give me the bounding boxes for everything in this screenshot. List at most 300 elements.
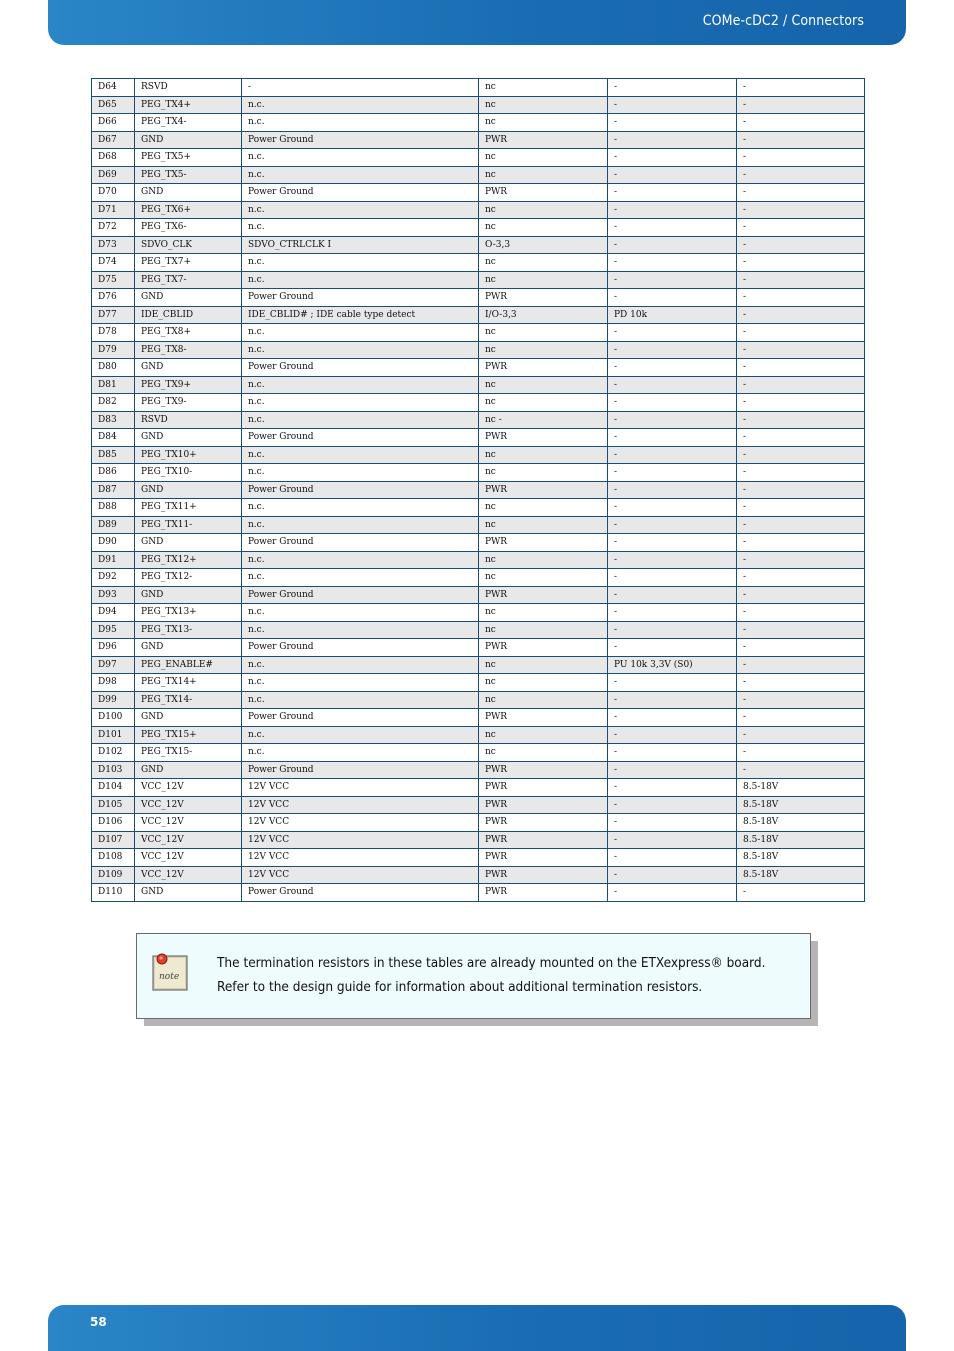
termination-cell: -	[608, 114, 737, 132]
signal-cell: VCC_12V	[135, 866, 242, 884]
type-cell: nc	[479, 516, 608, 534]
pin-table-body	[92, 79, 865, 902]
type-cell: PWR	[479, 586, 608, 604]
comment-cell: -	[737, 219, 865, 237]
type-cell: PWR	[479, 779, 608, 797]
termination-cell: PD 10k	[608, 306, 737, 324]
termination-cell: -	[608, 884, 737, 902]
comment-cell: 8.5-18V	[737, 866, 865, 884]
signal-cell: PEG_TX15+	[135, 726, 242, 744]
table-row	[92, 341, 865, 359]
description-cell: n.c.	[242, 201, 479, 219]
page-number: 58	[90, 1315, 107, 1329]
comment-cell: -	[737, 201, 865, 219]
description-cell: n.c.	[242, 149, 479, 167]
pin-cell: D73	[92, 236, 135, 254]
table-row	[92, 796, 865, 814]
type-cell: nc	[479, 201, 608, 219]
termination-cell: -	[608, 376, 737, 394]
description-cell: n.c.	[242, 324, 479, 342]
signal-cell: PEG_TX5-	[135, 166, 242, 184]
termination-cell: -	[608, 341, 737, 359]
table-row	[92, 656, 865, 674]
pin-cell: D97	[92, 656, 135, 674]
pin-cell: D85	[92, 446, 135, 464]
type-cell: nc	[479, 376, 608, 394]
comment-cell: -	[737, 394, 865, 412]
termination-cell: -	[608, 639, 737, 657]
table-row	[92, 429, 865, 447]
signal-cell: PEG_TX14-	[135, 691, 242, 709]
comment-cell: -	[737, 604, 865, 622]
signal-cell: GND	[135, 534, 242, 552]
table-row	[92, 411, 865, 429]
type-cell: PWR	[479, 831, 608, 849]
description-cell: -	[242, 79, 479, 97]
type-cell: nc	[479, 674, 608, 692]
type-cell: PWR	[479, 429, 608, 447]
table-row	[92, 324, 865, 342]
description-cell: 12V VCC	[242, 866, 479, 884]
signal-cell: VCC_12V	[135, 796, 242, 814]
type-cell: nc	[479, 569, 608, 587]
pin-cell: D91	[92, 551, 135, 569]
pin-cell: D88	[92, 499, 135, 517]
table-row	[92, 184, 865, 202]
signal-cell: GND	[135, 884, 242, 902]
pin-cell: D109	[92, 866, 135, 884]
pin-cell: D68	[92, 149, 135, 167]
comment-cell: -	[737, 376, 865, 394]
table-row	[92, 219, 865, 237]
comment-cell: -	[737, 306, 865, 324]
comment-cell: 8.5-18V	[737, 849, 865, 867]
comment-cell: -	[737, 709, 865, 727]
type-cell: nc	[479, 96, 608, 114]
termination-cell: -	[608, 534, 737, 552]
description-cell: n.c.	[242, 656, 479, 674]
note-icon	[151, 952, 189, 994]
type-cell: PWR	[479, 481, 608, 499]
pin-cell: D80	[92, 359, 135, 377]
type-cell: nc	[479, 114, 608, 132]
termination-cell: -	[608, 254, 737, 272]
pin-cell: D98	[92, 674, 135, 692]
comment-cell: -	[737, 359, 865, 377]
description-cell: 12V VCC	[242, 814, 479, 832]
type-cell: nc	[479, 604, 608, 622]
table-row	[92, 884, 865, 902]
type-cell: O-3,3	[479, 236, 608, 254]
table-row	[92, 79, 865, 97]
table-row	[92, 236, 865, 254]
termination-cell: -	[608, 499, 737, 517]
termination-cell: -	[608, 586, 737, 604]
type-cell: I/O-3,3	[479, 306, 608, 324]
table-row	[92, 534, 865, 552]
description-cell: 12V VCC	[242, 796, 479, 814]
signal-cell: PEG_TX4+	[135, 96, 242, 114]
table-row	[92, 254, 865, 272]
signal-cell: VCC_12V	[135, 779, 242, 797]
comment-cell: 8.5-18V	[737, 831, 865, 849]
termination-cell: -	[608, 394, 737, 412]
comment-cell: -	[737, 674, 865, 692]
comment-cell: 8.5-18V	[737, 814, 865, 832]
signal-cell: PEG_TX9+	[135, 376, 242, 394]
pin-cell: D84	[92, 429, 135, 447]
comment-cell: -	[737, 236, 865, 254]
pin-cell: D66	[92, 114, 135, 132]
pin-cell: D93	[92, 586, 135, 604]
termination-cell: -	[608, 674, 737, 692]
type-cell: nc	[479, 656, 608, 674]
type-cell: nc -	[479, 411, 608, 429]
pin-cell: D76	[92, 289, 135, 307]
comment-cell: -	[737, 586, 865, 604]
type-cell: PWR	[479, 866, 608, 884]
type-cell: PWR	[479, 849, 608, 867]
pin-cell: D104	[92, 779, 135, 797]
description-cell: n.c.	[242, 674, 479, 692]
termination-cell: -	[608, 621, 737, 639]
type-cell: PWR	[479, 534, 608, 552]
comment-cell: -	[737, 884, 865, 902]
signal-cell: GND	[135, 359, 242, 377]
pin-cell: D69	[92, 166, 135, 184]
pin-cell: D110	[92, 884, 135, 902]
type-cell: nc	[479, 551, 608, 569]
comment-cell: -	[737, 446, 865, 464]
comment-cell: -	[737, 481, 865, 499]
type-cell: nc	[479, 79, 608, 97]
signal-cell: PEG_TX13+	[135, 604, 242, 622]
description-cell: n.c.	[242, 341, 479, 359]
table-row	[92, 131, 865, 149]
description-cell: SDVO_CTRLCLK I	[242, 236, 479, 254]
type-cell: nc	[479, 219, 608, 237]
header-bar	[48, 0, 906, 45]
comment-cell: -	[737, 131, 865, 149]
pin-cell: D87	[92, 481, 135, 499]
pin-cell: D75	[92, 271, 135, 289]
comment-cell: -	[737, 166, 865, 184]
description-cell: Power Ground	[242, 709, 479, 727]
pin-cell: D90	[92, 534, 135, 552]
type-cell: PWR	[479, 131, 608, 149]
type-cell: nc	[479, 726, 608, 744]
table-row	[92, 709, 865, 727]
signal-cell: PEG_TX7+	[135, 254, 242, 272]
signal-cell: VCC_12V	[135, 831, 242, 849]
termination-cell: -	[608, 814, 737, 832]
termination-cell: -	[608, 411, 737, 429]
description-cell: Power Ground	[242, 639, 479, 657]
pin-cell: D65	[92, 96, 135, 114]
termination-cell: -	[608, 219, 737, 237]
description-cell: Power Ground	[242, 429, 479, 447]
signal-cell: PEG_TX7-	[135, 271, 242, 289]
comment-cell: -	[737, 621, 865, 639]
type-cell: PWR	[479, 359, 608, 377]
description-cell: n.c.	[242, 744, 479, 762]
comment-cell: -	[737, 411, 865, 429]
description-cell: n.c.	[242, 604, 479, 622]
pin-cell: D83	[92, 411, 135, 429]
description-cell: n.c.	[242, 621, 479, 639]
termination-cell: -	[608, 481, 737, 499]
pin-cell: D70	[92, 184, 135, 202]
termination-cell: -	[608, 796, 737, 814]
type-cell: nc	[479, 691, 608, 709]
pin-cell: D74	[92, 254, 135, 272]
type-cell: PWR	[479, 814, 608, 832]
pin-cell: D82	[92, 394, 135, 412]
type-cell: nc	[479, 446, 608, 464]
termination-cell: -	[608, 96, 737, 114]
table-row	[92, 604, 865, 622]
comment-cell: -	[737, 429, 865, 447]
table-row	[92, 271, 865, 289]
description-cell: n.c.	[242, 96, 479, 114]
signal-cell: PEG_TX5+	[135, 149, 242, 167]
table-row	[92, 849, 865, 867]
signal-cell: PEG_TX8-	[135, 341, 242, 359]
pin-cell: D105	[92, 796, 135, 814]
termination-cell: -	[608, 184, 737, 202]
comment-cell: -	[737, 499, 865, 517]
table-row	[92, 96, 865, 114]
description-cell: n.c.	[242, 271, 479, 289]
pin-cell: D72	[92, 219, 135, 237]
termination-cell: PU 10k 3,3V (S0)	[608, 656, 737, 674]
description-cell: Power Ground	[242, 359, 479, 377]
description-cell: n.c.	[242, 166, 479, 184]
termination-cell: -	[608, 709, 737, 727]
type-cell: nc	[479, 271, 608, 289]
table-row	[92, 814, 865, 832]
description-cell: Power Ground	[242, 761, 479, 779]
table-row	[92, 114, 865, 132]
termination-cell: -	[608, 691, 737, 709]
pin-cell: D94	[92, 604, 135, 622]
table-row	[92, 691, 865, 709]
table-row	[92, 289, 865, 307]
signal-cell: PEG_TX6-	[135, 219, 242, 237]
table-row	[92, 481, 865, 499]
table-row	[92, 744, 865, 762]
termination-cell: -	[608, 761, 737, 779]
signal-cell: GND	[135, 586, 242, 604]
comment-cell: -	[737, 271, 865, 289]
pin-cell: D89	[92, 516, 135, 534]
signal-cell: PEG_TX15-	[135, 744, 242, 762]
description-cell: n.c.	[242, 254, 479, 272]
comment-cell: -	[737, 79, 865, 97]
pin-cell: D78	[92, 324, 135, 342]
table-row	[92, 569, 865, 587]
table-row	[92, 674, 865, 692]
note-line-1: The termination resistors in these tables are already mounted on the ETXexpress® board.	[217, 955, 766, 971]
type-cell: nc	[479, 499, 608, 517]
comment-cell: 8.5-18V	[737, 796, 865, 814]
comment-cell: -	[737, 184, 865, 202]
signal-cell: VCC_12V	[135, 849, 242, 867]
comment-cell: -	[737, 254, 865, 272]
termination-cell: -	[608, 131, 737, 149]
table-row	[92, 166, 865, 184]
comment-cell: -	[737, 726, 865, 744]
signal-cell: PEG_TX11+	[135, 499, 242, 517]
description-cell: IDE_CBLID# ; IDE cable type detect	[242, 306, 479, 324]
signal-cell: IDE_CBLID	[135, 306, 242, 324]
signal-cell: PEG_TX13-	[135, 621, 242, 639]
termination-cell: -	[608, 79, 737, 97]
signal-cell: RSVD	[135, 79, 242, 97]
table-row	[92, 779, 865, 797]
pin-cell: D86	[92, 464, 135, 482]
type-cell: nc	[479, 621, 608, 639]
signal-cell: GND	[135, 709, 242, 727]
type-cell: nc	[479, 324, 608, 342]
type-cell: PWR	[479, 796, 608, 814]
termination-cell: -	[608, 849, 737, 867]
note-text	[217, 951, 802, 999]
description-cell: n.c.	[242, 394, 479, 412]
table-row	[92, 639, 865, 657]
svg-text:note: note	[159, 972, 180, 982]
description-cell: n.c.	[242, 219, 479, 237]
pin-cell: D95	[92, 621, 135, 639]
table-row	[92, 394, 865, 412]
signal-cell: PEG_TX12-	[135, 569, 242, 587]
footer-bar	[48, 1305, 906, 1351]
signal-cell: VCC_12V	[135, 814, 242, 832]
description-cell: 12V VCC	[242, 779, 479, 797]
header-title: COMe-cDC2 / Connectors	[702, 13, 864, 29]
table-row	[92, 149, 865, 167]
pin-cell: D77	[92, 306, 135, 324]
table-row	[92, 586, 865, 604]
description-cell: 12V VCC	[242, 849, 479, 867]
termination-cell: -	[608, 149, 737, 167]
comment-cell: -	[737, 569, 865, 587]
description-cell: n.c.	[242, 569, 479, 587]
description-cell: n.c.	[242, 411, 479, 429]
table-row	[92, 621, 865, 639]
pin-cell: D79	[92, 341, 135, 359]
table-row	[92, 376, 865, 394]
table-row	[92, 831, 865, 849]
pin-cell: D96	[92, 639, 135, 657]
table-row	[92, 866, 865, 884]
table-row	[92, 761, 865, 779]
pin-cell: D102	[92, 744, 135, 762]
signal-cell: PEG_TX10+	[135, 446, 242, 464]
signal-cell: GND	[135, 429, 242, 447]
termination-cell: -	[608, 446, 737, 464]
description-cell: Power Ground	[242, 586, 479, 604]
type-cell: nc	[479, 464, 608, 482]
signal-cell: PEG_TX9-	[135, 394, 242, 412]
signal-cell: PEG_TX8+	[135, 324, 242, 342]
signal-cell: PEG_ENABLE#	[135, 656, 242, 674]
signal-cell: PEG_TX6+	[135, 201, 242, 219]
table-row	[92, 464, 865, 482]
termination-cell: -	[608, 464, 737, 482]
comment-cell: -	[737, 289, 865, 307]
table-row	[92, 359, 865, 377]
termination-cell: -	[608, 831, 737, 849]
signal-cell: PEG_TX10-	[135, 464, 242, 482]
signal-cell: GND	[135, 289, 242, 307]
termination-cell: -	[608, 516, 737, 534]
description-cell: Power Ground	[242, 534, 479, 552]
type-cell: nc	[479, 341, 608, 359]
description-cell: Power Ground	[242, 481, 479, 499]
signal-cell: SDVO_CLK	[135, 236, 242, 254]
termination-cell: -	[608, 289, 737, 307]
signal-cell: PEG_TX14+	[135, 674, 242, 692]
description-cell: Power Ground	[242, 184, 479, 202]
pin-cell: D107	[92, 831, 135, 849]
description-cell: n.c.	[242, 464, 479, 482]
type-cell: PWR	[479, 761, 608, 779]
termination-cell: -	[608, 429, 737, 447]
type-cell: PWR	[479, 289, 608, 307]
signal-cell: GND	[135, 761, 242, 779]
comment-cell: -	[737, 639, 865, 657]
comment-cell: -	[737, 656, 865, 674]
termination-cell: -	[608, 359, 737, 377]
comment-cell: -	[737, 114, 865, 132]
termination-cell: -	[608, 726, 737, 744]
note-box	[136, 933, 811, 1019]
description-cell: Power Ground	[242, 131, 479, 149]
table-row	[92, 726, 865, 744]
pin-cell: D71	[92, 201, 135, 219]
comment-cell: -	[737, 149, 865, 167]
description-cell: 12V VCC	[242, 831, 479, 849]
pin-cell: D67	[92, 131, 135, 149]
termination-cell: -	[608, 201, 737, 219]
termination-cell: -	[608, 271, 737, 289]
pin-cell: D99	[92, 691, 135, 709]
signal-cell: GND	[135, 184, 242, 202]
description-cell: n.c.	[242, 516, 479, 534]
comment-cell: -	[737, 534, 865, 552]
description-cell: n.c.	[242, 114, 479, 132]
type-cell: PWR	[479, 639, 608, 657]
comment-cell: -	[737, 744, 865, 762]
termination-cell: -	[608, 569, 737, 587]
comment-cell: -	[737, 324, 865, 342]
pin-cell: D100	[92, 709, 135, 727]
comment-cell: -	[737, 516, 865, 534]
type-cell: nc	[479, 744, 608, 762]
description-cell: n.c.	[242, 499, 479, 517]
termination-cell: -	[608, 236, 737, 254]
signal-cell: PEG_TX4-	[135, 114, 242, 132]
signal-cell: GND	[135, 481, 242, 499]
table-row	[92, 446, 865, 464]
pin-table	[91, 78, 865, 902]
type-cell: PWR	[479, 709, 608, 727]
description-cell: n.c.	[242, 376, 479, 394]
pin-cell: D101	[92, 726, 135, 744]
comment-cell: 8.5-18V	[737, 779, 865, 797]
termination-cell: -	[608, 166, 737, 184]
